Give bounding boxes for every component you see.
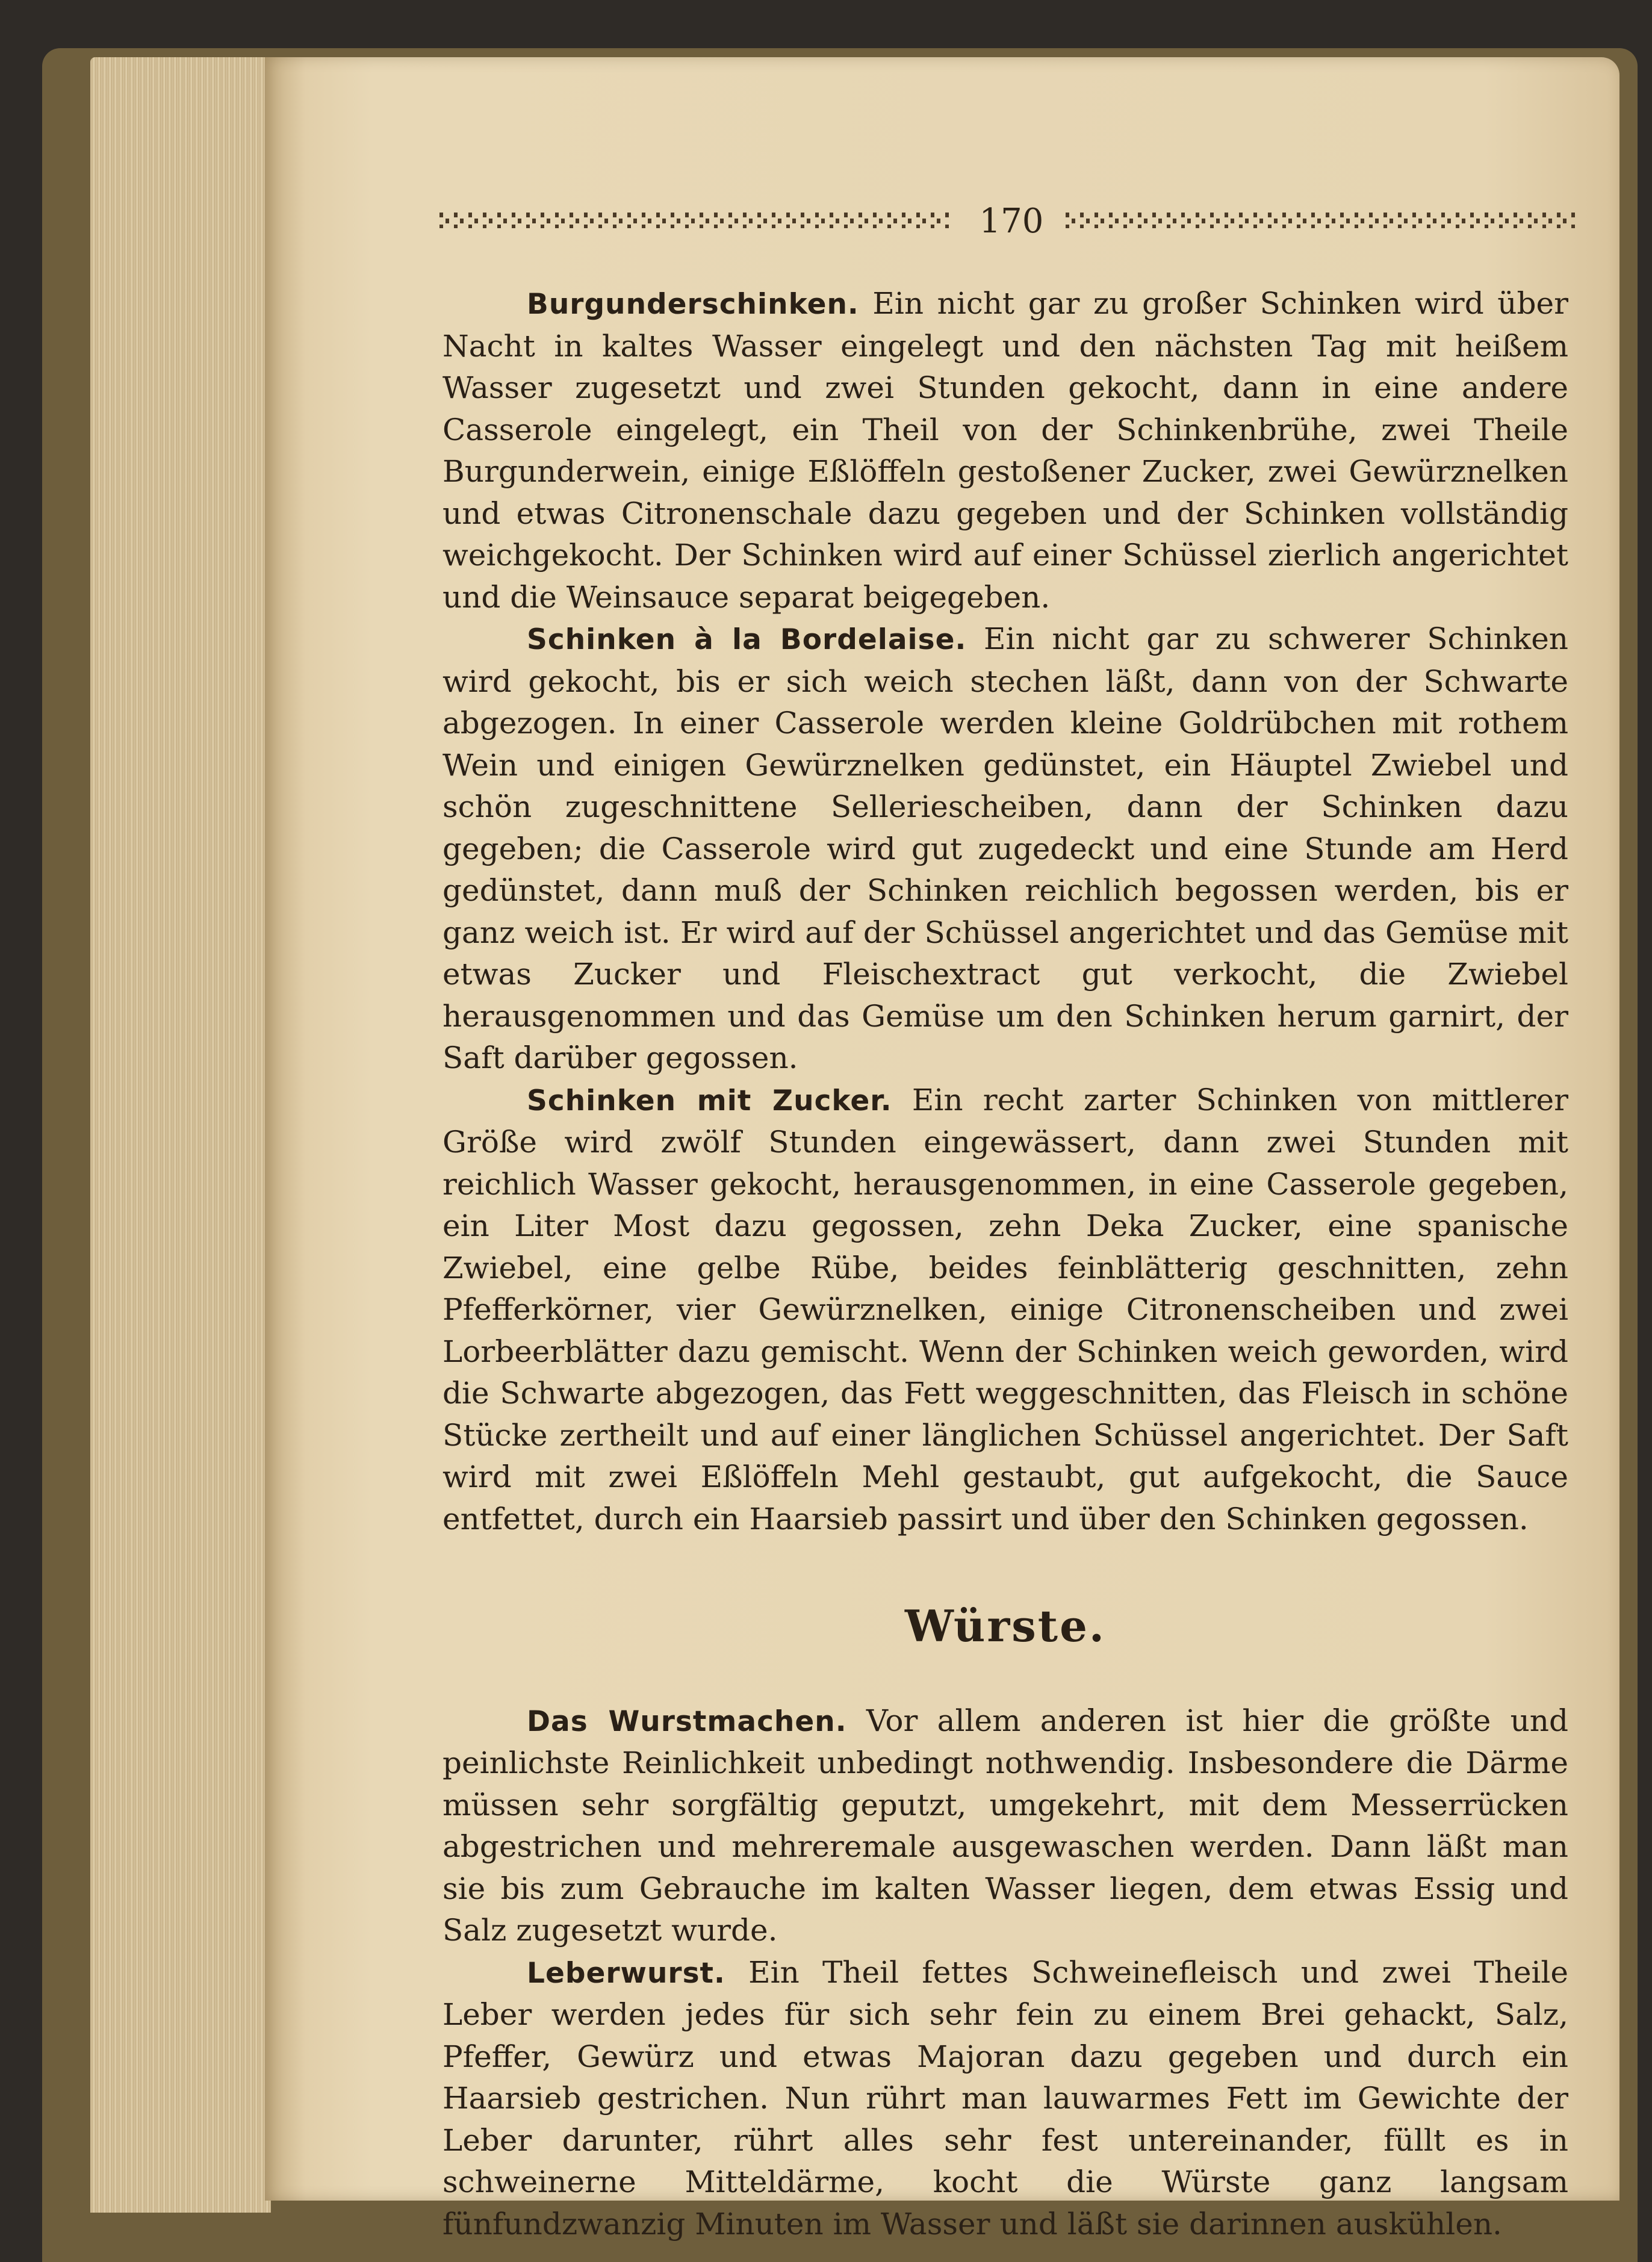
recipe-text: Ein nicht gar zu großer Schinken wird über Nacht in kaltes Wasser eingelegt und den nächsten Tag mit heißem Wasser zugesetzt und zwei Stunden gekocht, dann in eine andere Casserole eingelegt, ein Theil von der Schinkenbrühe, zwei Theile Burgunderwein, einige Eßlöffeln gestoßener Zucker, zwei Gewürznelken und etwas Citronenschale dazu gegeben und der Schinken vollständig weichgekocht. Der Schinken wird auf einer Schüssel zierlich angerichtet und die Weinsauce separat beigegeben. — [442, 286, 1568, 615]
header-ornament-left — [439, 213, 951, 228]
recipe-text: Ein recht zarter Schinken von mittlerer Größe wird zwölf Stunden eingewässert, dann zwei Stunden mit reichlich Wasser gekocht, herausgenommen, in eine Casserole gegeben, ein Liter Most dazu gegossen, zehn Deka Zucker, eine spanische Zwiebel, eine gelbe Rübe, beides feinblätterig geschnitten, zehn Pfefferkörner, vier Gewürznelken, einige Citronenscheiben und zwei Lorbeerblätter dazu gemischt. Wenn der Schinken weich geworden, wird die Schwarte abgezogen, das Fett weggeschnitten, das Fleisch in schöne Stücke zertheilt und auf einer länglichen Schüssel angerichtet. Der Saft wird mit zwei Eßlöffeln Mehl gestaubt, gut aufgekocht, die Sauce entfettet, durch ein Haarsieb passirt und über den Schinken gegossen. — [442, 1082, 1569, 1536]
section-title: Würste. — [905, 1600, 1106, 1651]
recipe-title: Das Wurstmachen. — [527, 1704, 847, 1738]
page-header — [433, 202, 1577, 241]
recipe-burgunderschinken — [442, 283, 1568, 618]
page-edges — [90, 57, 271, 2213]
recipe-schinken-bordelaise — [442, 618, 1568, 1080]
recipe-title: Schinken à la Bordelaise. — [527, 623, 967, 656]
recipe-text: Ein Theil fettes Schweinefleisch und zwei Theile Leber werden jedes für sich sehr fein zu einem Brei gehackt, Salz, Pfeffer, Gewürz und etwas Majoran dazu gegeben und durch ein Haarsieb gestrichen. Nun rührt man lauwarmes Fett im Gewichte der Leber darunter, rührt alles sehr fest untereinander, füllt es in schweinerne Mitteldärme, kocht die Würste ganz langsam fünfundzwanzig Minuten im Wasser und läßt sie darinnen auskühlen. — [442, 1954, 1568, 2242]
recipe-wurstmachen — [442, 1700, 1568, 1952]
page-number: 170 — [979, 202, 1044, 241]
recipe-title: Burgunderschinken. — [527, 288, 859, 321]
recipe-text: Ein nicht gar zu schwerer Schinken wird gekocht, bis er sich weich stechen läßt, dann von der Schwarte abgezogen. In einer Casserole werden kleine Goldrübchen mit rothem Wein und einigen Gewürznelken gedünstet, ein Häuptel Zwiebel und schön zugeschnittene Sellerieschеiben, dann der Schinken dazu gegeben; die Casserole wird gut zugedeckt und eine Stunde am Herd gedünstet, dann muß der Schinken reichlich begossen werden, bis er ganz weich ist. Er wird auf der Schüssel angerichtet und das Gemüse mit etwas Zucker und Fleischextract gut verkocht, die Zwiebel herausgenommen und das Gemüse um den Schinken herum garnirt, der Saft darüber gegossen. — [442, 621, 1568, 1075]
recipe-text: Vor allem anderen ist hier die größte und peinlichste Reinlichkeit unbedingt nothwendig. Insbesondere die Därme müssen sehr sorgfältig geputzt, umgekehrt, mit dem Messerrücken abgestrichen und mehreremale ausgewaschen werden. Dann läßt man sie bis zum Gebrauche im kalten Wasser liegen, dem etwas Essig und Salz zugesetzt wurde. — [442, 1703, 1568, 1948]
recipe-leberwurst — [442, 1952, 1568, 2246]
recipe-schinken-mit-zucker — [442, 1080, 1568, 1541]
recipe-title: Schinken mit Zucker. — [527, 1084, 892, 1117]
recipe-title: Leberwurst. — [527, 1956, 725, 1990]
header-ornament-right — [1066, 213, 1577, 228]
page-body — [442, 283, 1568, 2245]
